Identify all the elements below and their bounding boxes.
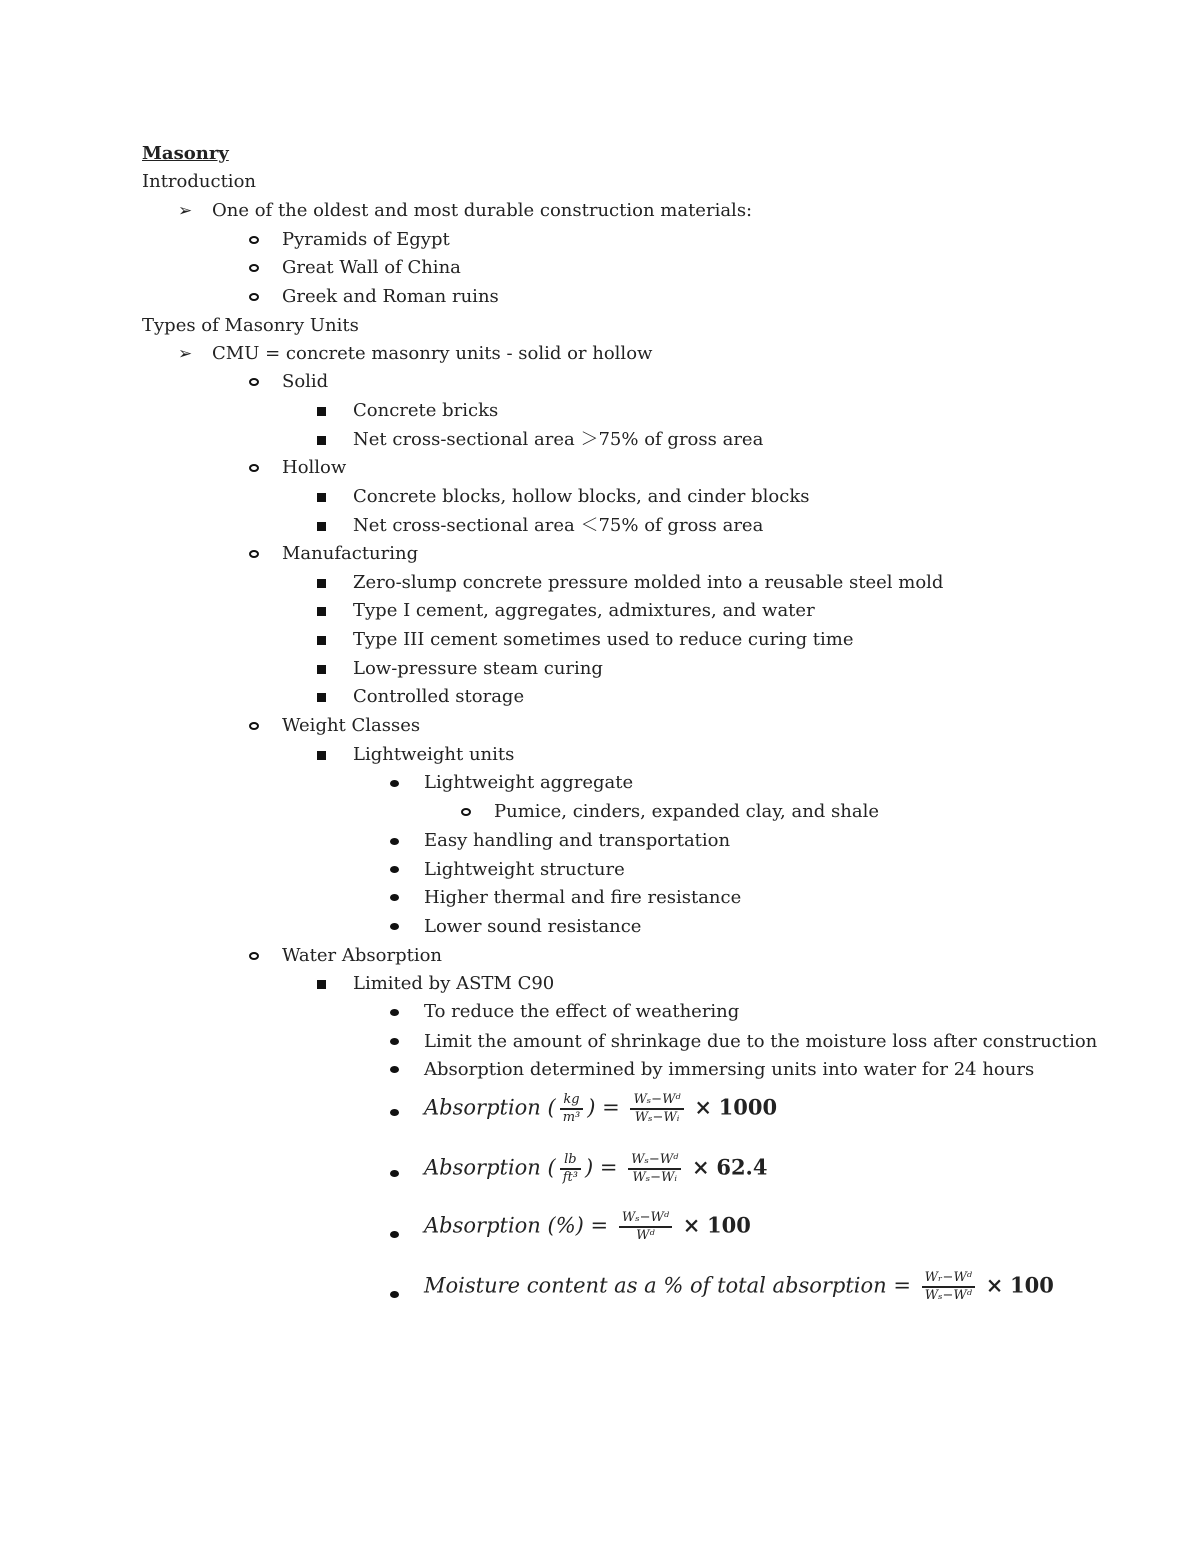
dot-bullet-icon	[390, 1231, 399, 1238]
dot-bullet-icon	[390, 894, 399, 901]
list-item: Net cross-sectional area ＞75% of gross area	[353, 429, 764, 450]
intro-bullet: One of the oldest and most durable construction materials:	[212, 200, 753, 221]
dot-bullet-icon	[390, 1066, 399, 1073]
cmu-bullet: CMU = concrete masonry units - solid or hollow	[212, 343, 653, 364]
list-item: Concrete bricks	[353, 400, 499, 421]
list-item: Lightweight aggregate	[424, 772, 634, 793]
limited-by: Limited by ASTM C90	[353, 973, 555, 994]
formula-absorption-lb: Absorption ( $\frac{lb}{\text{ft³}}$ ) = $\frac{\text{Wₛ−Wᵈ}}{\text{Wₛ−Wᵢ}}$ × 62.4	[424, 1152, 768, 1185]
circle-bullet-icon	[249, 236, 259, 244]
arrow-bullet-icon: ➢	[178, 344, 193, 364]
square-bullet-icon	[317, 751, 326, 760]
list-item: Concrete blocks, hollow blocks, and cinder blocks	[353, 486, 810, 507]
list-item: Net cross-sectional area ＜75% of gross area	[353, 515, 764, 536]
list-item: Limit the amount of shrinkage due to the moisture loss after construction	[424, 1031, 1098, 1052]
dot-bullet-icon	[390, 866, 399, 873]
dot-bullet-icon	[390, 1038, 399, 1045]
dot-bullet-icon	[390, 923, 399, 930]
absorption-label: Water Absorption	[282, 945, 443, 966]
formula-absorption-percent: Absorption (%) = $\frac{\text{Wₛ−Wᵈ}}{\text{Wᵈ}}$ × 100	[424, 1210, 751, 1243]
square-bullet-icon	[317, 493, 326, 502]
dot-bullet-icon	[390, 838, 399, 845]
square-bullet-icon	[317, 436, 326, 445]
circle-bullet-icon	[249, 550, 259, 558]
arrow-bullet-icon: ➢	[178, 201, 193, 221]
lightweight-units: Lightweight units	[353, 744, 515, 765]
circle-bullet-icon	[461, 808, 471, 816]
dot-bullet-icon	[390, 1009, 399, 1016]
list-item: Controlled storage	[353, 686, 525, 707]
list-item: Pumice, cinders, expanded clay, and shale	[494, 801, 879, 822]
circle-bullet-icon	[249, 293, 259, 301]
list-item: Low-pressure steam curing	[353, 658, 603, 679]
list-item: Zero-slump concrete pressure molded into a reusable steel mold	[353, 572, 944, 593]
page-title: Masonry	[142, 143, 229, 164]
square-bullet-icon	[317, 980, 326, 989]
circle-bullet-icon	[249, 264, 259, 272]
dot-bullet-icon	[390, 780, 399, 787]
formula-moisture-content: Moisture content as a % of total absorption = $\frac{\text{Wᵣ−Wᵈ}}{\text{Wₛ−Wᵈ}}$ × 100	[424, 1270, 1054, 1303]
square-bullet-icon	[317, 665, 326, 674]
types-heading: Types of Masonry Units	[142, 315, 359, 336]
list-item: Higher thermal and fire resistance	[424, 887, 742, 908]
dot-bullet-icon	[390, 1291, 399, 1298]
list-item: Type I cement, aggregates, admixtures, and water	[353, 600, 815, 621]
square-bullet-icon	[317, 607, 326, 616]
square-bullet-icon	[317, 407, 326, 416]
intro-heading: Introduction	[142, 171, 256, 192]
weight-label: Weight Classes	[282, 715, 421, 736]
list-item: Absorption determined by immersing units into water for 24 hours	[424, 1059, 1035, 1080]
dot-bullet-icon	[390, 1170, 399, 1177]
manufacturing-label: Manufacturing	[282, 543, 419, 564]
solid-label: Solid	[282, 371, 329, 392]
hollow-label: Hollow	[282, 457, 347, 478]
circle-bullet-icon	[249, 464, 259, 472]
list-item: Great Wall of China	[282, 257, 461, 278]
list-item: Lightweight structure	[424, 859, 625, 880]
circle-bullet-icon	[249, 722, 259, 730]
list-item: Easy handling and transportation	[424, 830, 731, 851]
circle-bullet-icon	[249, 378, 259, 386]
formula-absorption-kg: Absorption ( $\frac{kg}{\text{m³}}$ ) = $\frac{\text{Wₛ−Wᵈ}}{\text{Wₛ−Wᵢ}}$ × 1000	[424, 1092, 778, 1125]
square-bullet-icon	[317, 579, 326, 588]
dot-bullet-icon	[390, 1109, 399, 1116]
list-item: Greek and Roman ruins	[282, 286, 499, 307]
square-bullet-icon	[317, 636, 326, 645]
list-item: Type III cement sometimes used to reduce curing time	[353, 629, 854, 650]
list-item: Lower sound resistance	[424, 916, 642, 937]
square-bullet-icon	[317, 522, 326, 531]
square-bullet-icon	[317, 693, 326, 702]
list-item: To reduce the effect of weathering	[424, 1001, 740, 1022]
circle-bullet-icon	[249, 952, 259, 960]
list-item: Pyramids of Egypt	[282, 229, 450, 250]
